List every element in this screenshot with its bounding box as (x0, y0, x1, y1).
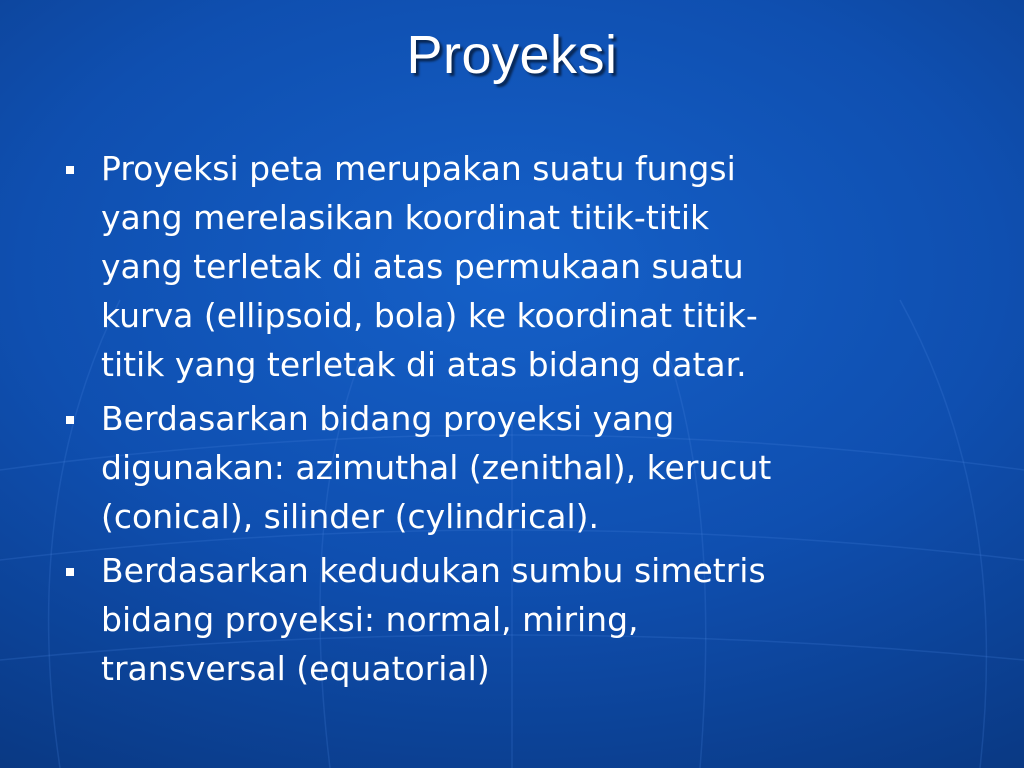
bullet-line: yang merelasikan koordinat titik-titik (101, 198, 710, 237)
bullet-line: transversal (equatorial) (101, 649, 490, 688)
square-bullet-icon (66, 568, 74, 576)
bullet-line: titik yang terletak di atas bidang datar. (101, 345, 747, 384)
bullet-item-projection-plane (62, 394, 962, 541)
square-bullet-icon (66, 166, 74, 174)
square-bullet-icon (66, 416, 74, 424)
bullet-line: Berdasarkan kedudukan sumbu simetris (101, 551, 766, 590)
bullet-line: (conical), silinder (cylindrical). (101, 497, 599, 536)
bullet-list (62, 144, 962, 698)
bullet-line: Berdasarkan bidang proyeksi yang (101, 399, 675, 438)
bullet-line: yang terletak di atas permukaan suatu (101, 247, 744, 286)
bullet-line: Proyeksi peta merupakan suatu fungsi (101, 149, 736, 188)
bullet-line: kurva (ellipsoid, bola) ke koordinat titik- (101, 296, 758, 335)
bullet-item-projection-definition (62, 144, 962, 389)
bullet-item-symmetry-axis (62, 546, 962, 693)
bullet-line: digunakan: azimuthal (zenithal), kerucut (101, 448, 772, 487)
slide-title: Proyeksi (406, 25, 618, 85)
bullet-line: bidang proyeksi: normal, miring, (101, 600, 639, 639)
